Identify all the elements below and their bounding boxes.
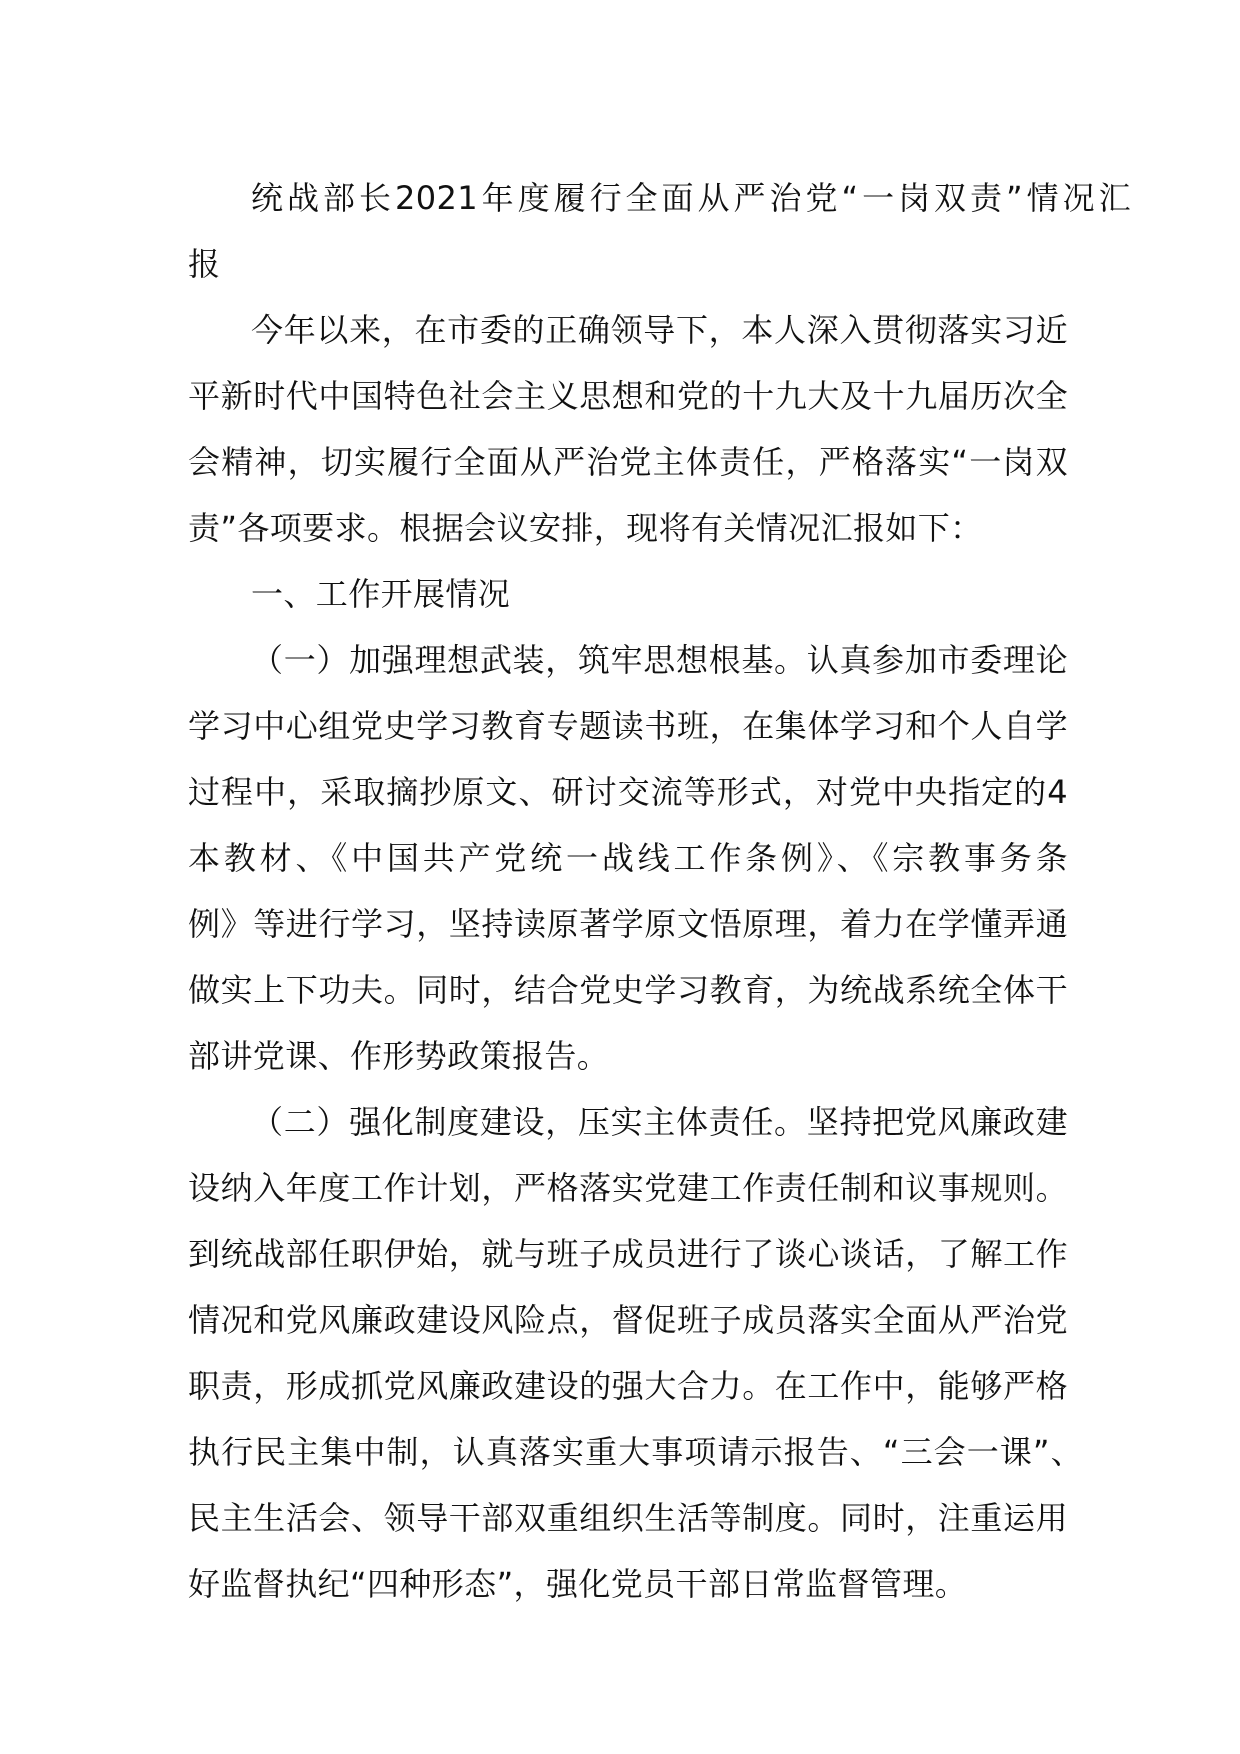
paragraph-intro-line-1: 今年以来，在市委的正确领导下，本人深入贯彻落实习近 [251,311,1068,349]
paragraph-intro-line-4: 责”各项要求。根据会议安排，现将有关情况汇报如下： [188,509,983,547]
paragraph-one-line-5: 例》等进行学习，坚持读原著学原文悟原理，着力在学懂弄通 [188,905,1068,943]
paragraph-one-line-2: 学习中心组党史学习教育专题读书班，在集体学习和个人自学 [188,707,1068,745]
paragraph-intro-line-3: 会精神，切实履行全面从严治党主体责任，严格落实“一岗双 [188,443,1068,481]
paragraph-two-line-6: 执行民主集中制，认真落实重大事项请示报告、“三会一课”、 [188,1433,1083,1471]
paragraph-intro-line-2: 平新时代中国特色社会主义思想和党的十九大及十九届历次全 [188,377,1068,415]
paragraph-one-line-4: 本教材、《中国共产党统一战线工作条例》、《宗教事务条 [188,839,1068,877]
paragraph-one-line-3: 过程中，采取摘抄原文、研讨交流等形式，对党中央指定的4 [188,773,1068,811]
paragraph-one-line-1: （一）加强理想武装，筑牢思想根基。认真参加市委理论 [251,641,1068,679]
paragraph-two-line-4: 情况和党风廉政建设风险点，督促班子成员落实全面从严治党 [188,1301,1068,1339]
paragraph-two-line-1: （二）强化制度建设，压实主体责任。坚持把党风廉政建 [251,1103,1068,1141]
paragraph-one-line-6: 做实上下功夫。同时，结合党史学习教育，为统战系统全体干 [188,971,1068,1009]
paragraph-two-line-8: 好监督执纪“四种形态”，强化党员干部日常监督管理。 [188,1565,968,1603]
section-heading: 一、工作开展情况 [251,575,511,613]
document-title-line-1: 统战部长2021年度履行全面从严治党“一岗双责”情况汇 [251,179,1131,217]
paragraph-two-line-5: 职责，形成抓党风廉政建设的强大合力。在工作中，能够严格 [188,1367,1068,1405]
paragraph-two-line-7: 民主生活会、领导干部双重组织生活等制度。同时，注重运用 [188,1499,1068,1537]
document-title-line-2: 报 [188,245,221,283]
paragraph-one-line-7: 部讲党课、作形势政策报告。 [188,1037,610,1075]
paragraph-two-line-3: 到统战部任职伊始，就与班子成员进行了谈心谈话，了解工作 [188,1235,1068,1273]
paragraph-two-line-2: 设纳入年度工作计划，严格落实党建工作责任制和议事规则。 [188,1169,1068,1207]
